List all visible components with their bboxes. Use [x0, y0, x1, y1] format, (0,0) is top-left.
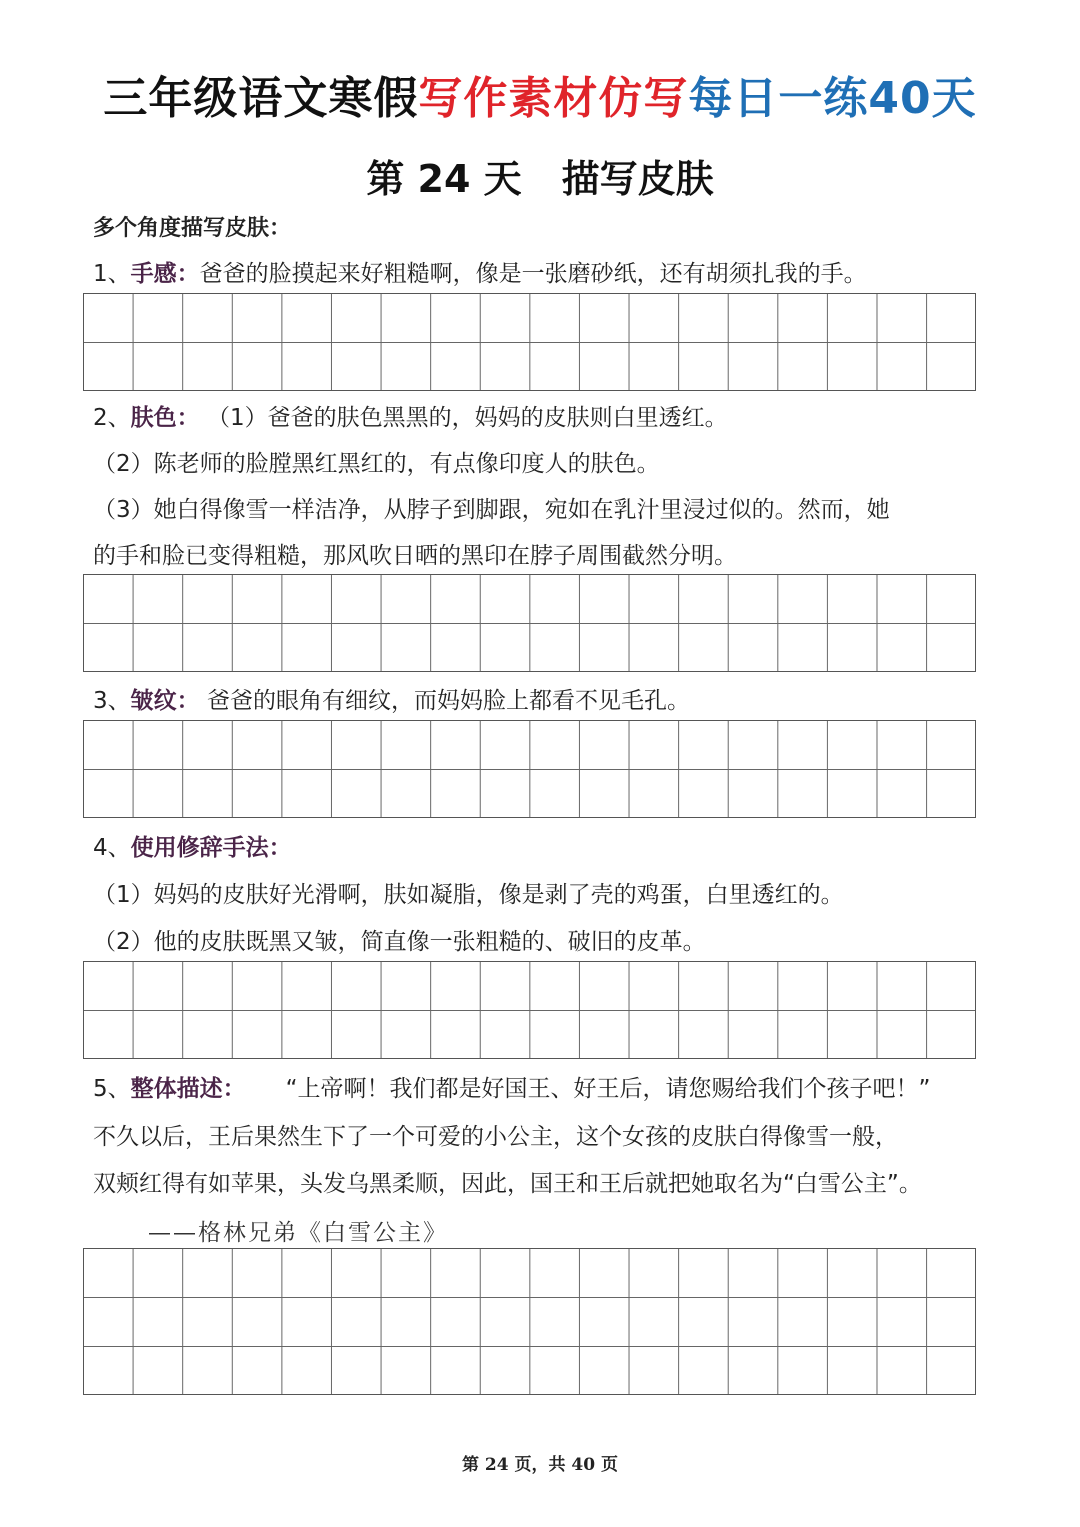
section-3-label: 皱纹：: [130, 688, 200, 714]
section-5-number: 5、: [93, 1076, 131, 1102]
main-title: [0, 62, 1080, 126]
section-3-text: 爸爸的眼角有细纹，而妈妈脸上都看不见毛孔。: [199, 688, 690, 714]
writing-grid-3[interactable]: [83, 720, 976, 818]
writing-grid-2[interactable]: [83, 574, 976, 672]
section-1-line: [93, 258, 867, 290]
page-footer: 第 24 页，共 40 页: [462, 1455, 618, 1475]
day-label: 第 24 天: [366, 157, 522, 201]
writing-grid-1[interactable]: [83, 293, 976, 391]
section-2-number: 2、: [93, 405, 131, 431]
section-2-text-1: （1）爸爸的肤色黑黑的，妈妈的皮肤则白里透红。: [199, 405, 728, 431]
writing-grid-4[interactable]: [83, 961, 976, 1059]
title-part3: 每日一练40天: [688, 73, 977, 124]
section-4-line: [93, 832, 292, 864]
section-2-text-2: （2）陈老师的脸膛黑红黑红的，有点像印度人的肤色。: [93, 451, 660, 477]
topic-label: 描写皮肤: [561, 157, 714, 201]
section-1-number: 1、: [93, 261, 131, 287]
section-2-label: 肤色：: [130, 405, 200, 431]
sub-title: [0, 148, 1080, 203]
section-1-text: 爸爸的脸摸起来好粗糙啊，像是一张磨砂纸，还有胡须扎我的手。: [199, 261, 867, 287]
section-2-text-4: 的手和脸已变得粗糙，那风吹日晒的黑印在脖子周围截然分明。: [93, 543, 737, 569]
title-part2: 写作素材仿写: [418, 73, 689, 124]
section-2-text-3: （3）她白得像雪一样洁净，从脖子到脚跟，宛如在乳汁里浸过似的。然而，她: [93, 497, 890, 523]
writing-grid-5[interactable]: [83, 1248, 976, 1395]
title-part1: 三年级语文寒假: [103, 73, 419, 124]
section-5-text-3: 双颊红得有如苹果，头发乌黑柔顺，因此，国王和王后就把她取名为“白雪公主”。: [93, 1171, 922, 1197]
section-3-number: 3、: [93, 688, 131, 714]
attribution: ——格林兄弟《白雪公主》: [148, 1220, 448, 1246]
section-5-text-2: 不久以后，王后果然生下了一个可爱的小公主，这个女孩的皮肤白得像雪一般，: [93, 1124, 898, 1150]
section-5-text-1: “上帝啊！我们都是好国王、好王后，请您赐给我们个孩子吧！”: [285, 1076, 931, 1102]
intro-text: 多个角度描写皮肤：: [93, 216, 292, 241]
section-2-line-1: [93, 402, 728, 434]
section-4-label: 使用修辞手法：: [130, 835, 292, 861]
section-5-label: 整体描述：: [130, 1076, 246, 1102]
section-1-label: 手感：: [130, 261, 200, 287]
section-3-line: [93, 685, 690, 717]
section-4-text-1: （1）妈妈的皮肤好光滑啊，肤如凝脂，像是剥了壳的鸡蛋，白里透红的。: [93, 882, 844, 908]
section-4-number: 4、: [93, 835, 131, 861]
section-5-line-1: [93, 1073, 930, 1105]
section-4-text-2: （2）他的皮肤既黑又皱，简直像一张粗糙的、破旧的皮革。: [93, 929, 706, 955]
